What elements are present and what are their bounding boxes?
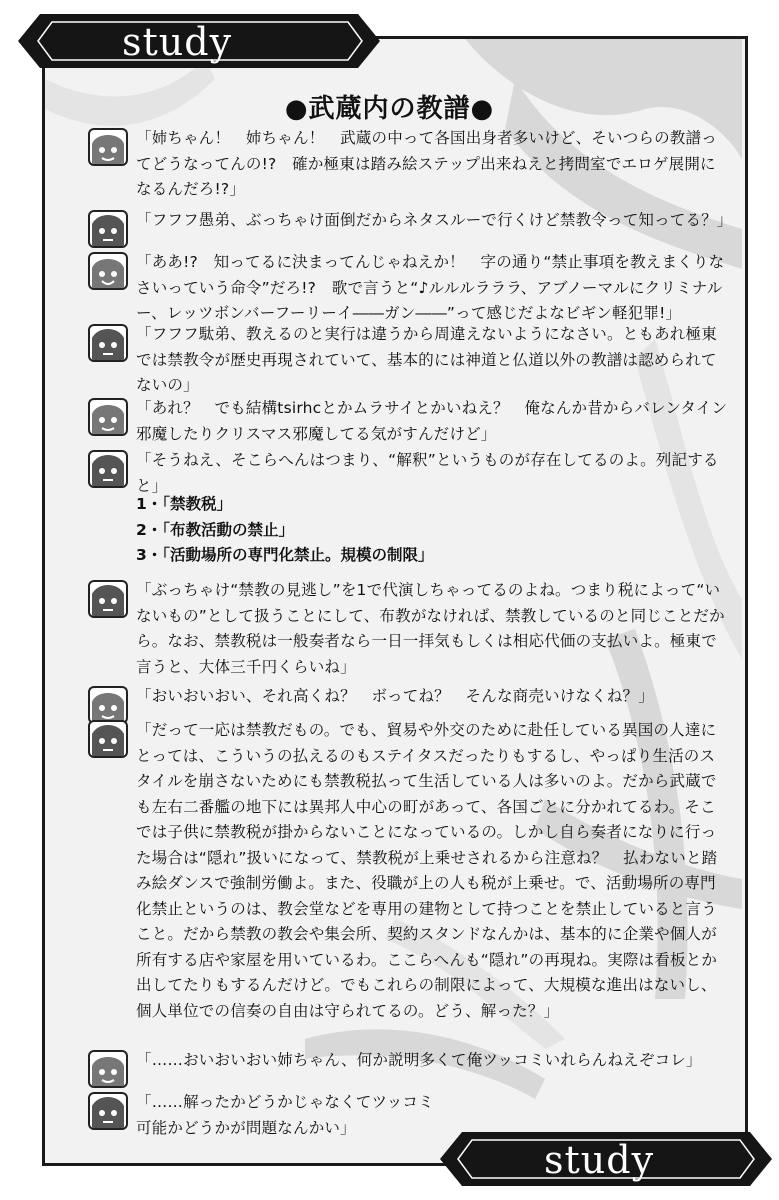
dialogue-text: 「フフフ愚弟、ぶっちゃけ面倒だからネタスルーで行くけど禁教令って知ってる？」 [136,211,733,229]
list-item: 1・「禁教税」 [136,495,233,513]
dialogue-entry [88,250,728,327]
avatar-icon [88,128,128,166]
dialogue-entry [88,208,733,234]
dialogue-text: 「フフフ駄弟、教えるのと実行は違うから周違えないようになさい。ともあれ極東では禁教令が歴史再現されていて、基本的には神道と仏道以外の教譜は認められてないの」 [136,325,717,394]
interpretation-list [136,492,434,569]
dialogue-text: 「ああ!? 知ってるに決まってんじゃねえか！ 字の通り“禁止事項を教えまくりなさいっていう命令”だろ!? 歌で言うと“♪ルルルラララ、アブノーマルにクリミナルー、レッツボンバーフーリーイ――ガン――”って感じだよなビギン軽犯罪!」 [136,253,725,322]
avatar-icon [88,720,128,758]
dialogue-text: 「……おいおいおい姉ちゃん、何か説明多くて俺ツッコミいれらんねえぞコレ」 [136,1051,702,1069]
bottom-banner-label: study [544,1138,655,1182]
dialogue-text: 「……解ったかどうかじゃなくてツッコミ可能かどうかが問題なんかい」 [136,1093,434,1137]
avatar-icon [88,1092,128,1130]
avatar-icon [88,324,128,362]
avatar-icon [88,450,128,488]
dialogue-entry [88,126,728,203]
list-item: 2・「布教活動の禁止」 [136,520,295,539]
avatar-icon [88,580,128,618]
page-title: ●武蔵内の教譜● [284,94,495,124]
avatar-icon [88,398,128,436]
dialogue-entry [88,684,728,710]
avatar-icon [88,1050,128,1088]
dialogue-text: 「おいおいおい、それ高くね？ ボってね？ そんな商売いけなくね？」 [136,687,654,705]
list-item: 3・「活動場所の専門化禁止。規模の制限」 [136,546,434,564]
top-banner-label: study [122,20,233,64]
dialogue-entry [88,396,728,447]
dialogue-entry [88,1048,728,1074]
dialogue-text: 「ぶっちゃけ“禁教の見逃し”を1で代演しちゃってるのよね。つまり税によって“いないもの”として扱うことにして、布教がなければ、禁教しているのと同じことだから。なお、禁教税は一般奏者なら一日一拝気もしくは相応代価の支払いよ。極東で言うと、大体三千円くらいね」 [136,581,725,676]
dialogue-text: 「姉ちゃん！ 姉ちゃん！ 武蔵の中って各国出身者多いけど、そいつらの教譜ってどうなってんの!? 確か極東は踏み絵ステップ出来ねえと拷問室でエロゲ展開になるんだろ!?」 [136,129,717,198]
dialogue-text: 「あれ？ でも結構tsirhcとかムラサイとかいねえ？ 俺なんか昔からバレンタイン邪魔したりクリスマス邪魔してる気がすんだけど」 [136,399,728,443]
avatar-icon [88,252,128,290]
dialogue-entry [88,1090,448,1141]
dialogue-entry [88,578,728,680]
dialogue-text: 「だって一応は禁教だもの。でも、貿易や外交のために赴任している異国の人達にとっては、こういうの払えるのもステイタスだったりもするし、やっぱり生活のスタイルを崩さないためにも禁教税払って生活している人は多いのよ。だから武蔵でも左右二番艦の地下には異邦人中心の町があって、各国ごとに分かれてるわ。そこでは子供に禁教税が掛からないことになっているの。しかし自ら奏者になりに行った場合は“隠れ”扱いになって、禁教税が上乗せされるから注意ね？ 払わないと踏み絵ダンスで強制労働よ。また、役職が上の人も税が上乗せ。で、活動場所の専門化禁止というのは、教会堂などを専用の建物として持つことを禁止していると言うこと。だから禁教の教会や集会所、契約スタンドなんかは、基本的に企業や個人が所有する店や家屋を用いているわ。ここらへんも“隠れ”の再現ね。実際は看板とか出してたりもするんだけど。でもこれらの制限によって、大規模な進出はないし、個人単位での信奏の自由は守られてるの。どう、解った？」 [136,721,718,1020]
avatar-icon [88,210,128,248]
dialogue-entry [88,718,728,1024]
dialogue-text: 「そうねえ、そこらへんはつまり、“解釈”というものが存在してるのよ。列記すると」 [136,451,719,495]
dialogue-entry [88,322,728,399]
